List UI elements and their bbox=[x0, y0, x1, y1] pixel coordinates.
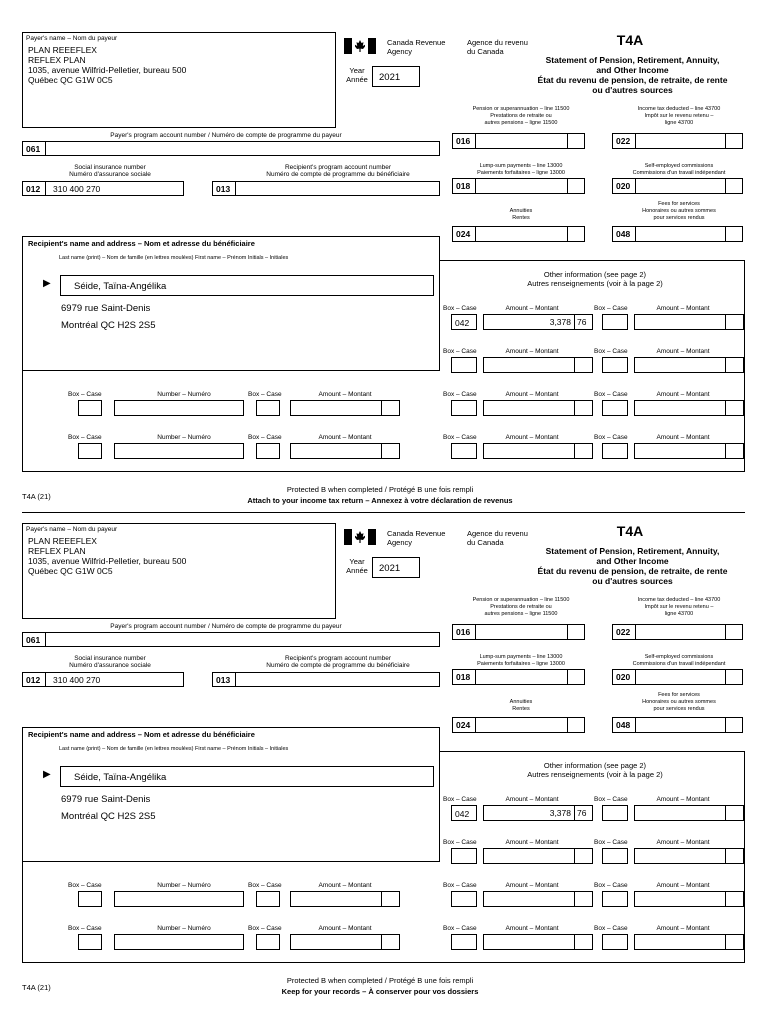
sin-field[interactable] bbox=[22, 672, 184, 687]
col-label-amount: Amount – Montant bbox=[505, 348, 559, 355]
cents-divider bbox=[574, 358, 575, 372]
payer-line-3: 1035, avenue Wilfrid-Pelletier, bureau 500 bbox=[28, 556, 187, 566]
left-box-field[interactable] bbox=[256, 934, 280, 950]
footer-instruction: Attach to your income tax return – Annexez à votre déclaration de revenus bbox=[247, 496, 513, 505]
box-048-label-3: pour services rendus bbox=[653, 215, 705, 221]
other-info-title-fr: Autres renseignements (voir à la page 2) bbox=[527, 279, 663, 288]
code-061: 061 bbox=[26, 635, 41, 645]
other-amount-field[interactable] bbox=[483, 805, 593, 821]
left-box-field[interactable] bbox=[78, 443, 102, 459]
other-amount-field[interactable] bbox=[634, 357, 744, 373]
box-022-label-1: Income tax deducted – line 43700 bbox=[637, 597, 721, 603]
box-024-field[interactable] bbox=[452, 717, 585, 733]
col-label-amount: Amount – Montant bbox=[505, 391, 559, 398]
code-018: 018 bbox=[456, 181, 471, 191]
left-amount-field[interactable] bbox=[290, 400, 400, 416]
recipient-address-1: 6979 rue Saint-Denis bbox=[61, 794, 151, 805]
payer-line-4: Québec QC G1W 0C5 bbox=[28, 566, 113, 576]
other-amount-field[interactable] bbox=[483, 934, 593, 950]
cents-divider bbox=[725, 444, 726, 458]
code-018: 018 bbox=[456, 672, 471, 682]
form-title-fr-1: État du revenu de pension, de retraite, de rente bbox=[537, 75, 728, 85]
sin-value: 310 400 270 bbox=[53, 675, 101, 685]
other-amount-field[interactable] bbox=[634, 934, 744, 950]
recipient-acct-label-1: Recipient's program account number bbox=[284, 655, 391, 662]
cents-divider bbox=[381, 401, 382, 415]
col-label-box: Box – Case bbox=[443, 391, 477, 398]
cents-divider bbox=[381, 935, 382, 949]
box-020-field[interactable] bbox=[612, 178, 743, 194]
left-amount-field[interactable] bbox=[290, 443, 400, 459]
cents-divider bbox=[574, 444, 575, 458]
box-016-label-1: Pension or superannuation – line 11500 bbox=[472, 106, 570, 112]
agency-fr: Agence du revenu du Canada bbox=[467, 38, 528, 56]
cents-divider bbox=[574, 315, 575, 329]
code-024: 024 bbox=[456, 229, 471, 239]
other-amount-cents: 76 bbox=[577, 317, 587, 327]
other-amount-dollars: 3,378 bbox=[549, 808, 571, 818]
col-label-number: Number – Numéro bbox=[157, 434, 211, 441]
other-box-field[interactable] bbox=[451, 443, 477, 459]
year-label-fr: Année bbox=[346, 566, 368, 575]
program-acct-label: Payer's program account number / Numéro de compte de programme du payeur bbox=[110, 132, 342, 139]
left-box-field[interactable] bbox=[256, 891, 280, 907]
cents-divider bbox=[725, 892, 726, 906]
col-label-box: Box – Case bbox=[594, 434, 628, 441]
other-box-field[interactable]: 042 bbox=[451, 805, 477, 821]
box-016-label-2: Prestations de retraite ou bbox=[490, 113, 552, 119]
left-number-field[interactable] bbox=[114, 400, 244, 416]
recipient-name-field[interactable]: Séide, Taïna-Angélika bbox=[60, 766, 434, 787]
box-022-field[interactable] bbox=[612, 624, 743, 640]
recipient-sublabel: Last name (print) – Nom de famille (en lettres moulées) First name – Prénom Initials – Initiales bbox=[59, 255, 289, 261]
agency-en: Canada Revenue Agency bbox=[387, 38, 446, 56]
box-022-label-3: ligne 43700 bbox=[664, 120, 694, 126]
form-title-en-1: Statement of Pension, Retirement, Annuity, bbox=[545, 546, 720, 556]
payer-box bbox=[22, 523, 336, 619]
other-box-field[interactable] bbox=[451, 891, 477, 907]
box-016-label-3: autres pensions – ligne 11500 bbox=[484, 611, 558, 617]
year-label-en: Year bbox=[349, 66, 365, 75]
form-title-fr-1: État du revenu de pension, de retraite, de rente bbox=[537, 566, 728, 576]
recipient-address-2: Montréal QC H2S 2S5 bbox=[61, 811, 156, 822]
other-amount-field[interactable] bbox=[634, 314, 744, 330]
cents-divider bbox=[725, 935, 726, 949]
cents-divider bbox=[725, 315, 726, 329]
other-info-title-en: Other information (see page 2) bbox=[543, 270, 647, 279]
box-048-label-1: Fees for services bbox=[658, 201, 700, 207]
cents-divider bbox=[725, 401, 726, 415]
other-amount-field[interactable] bbox=[483, 443, 593, 459]
col-label-amount: Amount – Montant bbox=[318, 925, 372, 932]
other-info-title-fr: Autres renseignements (voir à la page 2) bbox=[527, 770, 663, 779]
col-label-box: Box – Case bbox=[443, 305, 477, 312]
payer-label: Payer's name – Nom du payeur bbox=[26, 35, 118, 42]
col-label-number: Number – Numéro bbox=[157, 925, 211, 932]
left-box-field[interactable] bbox=[256, 400, 280, 416]
canada-flag-icon bbox=[344, 38, 376, 54]
col-label-box: Box – Case bbox=[248, 434, 282, 441]
recipient-address-1: 6979 rue Saint-Denis bbox=[61, 303, 151, 314]
payer-label: Payer's name – Nom du payeur bbox=[26, 526, 118, 533]
cents-divider bbox=[725, 806, 726, 820]
program-acct-label: Payer's program account number / Numéro de compte de programme du payeur bbox=[110, 623, 342, 630]
other-box-field[interactable] bbox=[451, 400, 477, 416]
col-label-amount: Amount – Montant bbox=[656, 305, 710, 312]
col-label-box: Box – Case bbox=[594, 305, 628, 312]
col-label-box: Box – Case bbox=[68, 391, 102, 398]
other-amount-field[interactable] bbox=[483, 314, 593, 330]
box-018-field[interactable] bbox=[452, 669, 585, 685]
col-label-amount: Amount – Montant bbox=[505, 305, 559, 312]
footer-instruction: Keep for your records – À conserver pour vos dossiers bbox=[281, 987, 479, 996]
recipient-acct-field[interactable] bbox=[212, 181, 440, 196]
sin-label-2: Numéro d'assurance sociale bbox=[69, 171, 151, 178]
col-label-box: Box – Case bbox=[68, 434, 102, 441]
col-label-box: Box – Case bbox=[443, 839, 477, 846]
left-box-field[interactable] bbox=[78, 400, 102, 416]
sin-value: 310 400 270 bbox=[53, 184, 101, 194]
cents-divider bbox=[574, 401, 575, 415]
cents-divider bbox=[574, 806, 575, 820]
box-020-label-1: Self-employed commissions bbox=[644, 654, 714, 660]
box-016-label-3: autres pensions – ligne 11500 bbox=[484, 120, 558, 126]
other-amount-field[interactable] bbox=[483, 848, 593, 864]
other-box-field[interactable] bbox=[451, 848, 477, 864]
other-box-field[interactable] bbox=[602, 891, 628, 907]
box-016-label-1: Pension or superannuation – line 11500 bbox=[472, 597, 570, 603]
box-022-label-1: Income tax deducted – line 43700 bbox=[637, 106, 721, 112]
box-020-label-2: Commissions d'un travail indépendant bbox=[632, 661, 726, 667]
col-label-box: Box – Case bbox=[594, 796, 628, 803]
code-022: 022 bbox=[616, 627, 631, 637]
other-box-field[interactable] bbox=[451, 357, 477, 373]
canada-flag-icon bbox=[344, 529, 376, 545]
sin-label-1: Social insurance number bbox=[74, 164, 146, 171]
recipient-box bbox=[22, 727, 440, 862]
col-label-amount: Amount – Montant bbox=[318, 882, 372, 889]
col-label-box: Box – Case bbox=[68, 882, 102, 889]
cents-divider bbox=[725, 849, 726, 863]
other-amount-field[interactable] bbox=[634, 400, 744, 416]
other-box-field[interactable] bbox=[451, 934, 477, 950]
sin-label-1: Social insurance number bbox=[74, 655, 146, 662]
payer-line-2: REFLEX PLAN bbox=[28, 546, 86, 556]
code-061: 061 bbox=[26, 144, 41, 154]
cents-divider bbox=[574, 892, 575, 906]
code-012: 012 bbox=[26, 675, 41, 685]
code-020: 020 bbox=[616, 672, 631, 682]
payer-line-4: Québec QC G1W 0C5 bbox=[28, 75, 113, 85]
recipient-acct-label-2: Numéro de compte de programme du bénéficiaire bbox=[266, 171, 410, 178]
box-018-label-2: Paiements forfaitaires – ligne 13000 bbox=[477, 170, 565, 176]
code-024: 024 bbox=[456, 720, 471, 730]
box-018-field[interactable] bbox=[452, 178, 585, 194]
col-label-box: Box – Case bbox=[594, 839, 628, 846]
code-016: 016 bbox=[456, 627, 471, 637]
col-label-box: Box – Case bbox=[68, 925, 102, 932]
box-022-label-2: Impôt sur le revenu retenu – bbox=[644, 113, 714, 119]
form-title-en-2: and Other Income bbox=[596, 65, 669, 75]
box-024-field[interactable] bbox=[452, 226, 585, 242]
agency-fr: Agence du revenu du Canada bbox=[467, 529, 528, 547]
col-label-amount: Amount – Montant bbox=[656, 391, 710, 398]
t4a-slip bbox=[0, 491, 768, 1003]
cents-divider bbox=[381, 444, 382, 458]
box-020-label-2: Commissions d'un travail indépendant bbox=[632, 170, 726, 176]
year-label-fr: Année bbox=[346, 75, 368, 84]
col-label-box: Box – Case bbox=[248, 882, 282, 889]
other-box-field[interactable] bbox=[602, 443, 628, 459]
left-number-field[interactable] bbox=[114, 891, 244, 907]
year-label-en: Year bbox=[349, 557, 365, 566]
program-acct-field[interactable] bbox=[22, 632, 440, 647]
protected-b-notice: Protected B when completed / Protégé B une fois rempli bbox=[286, 976, 474, 985]
sin-label-2: Numéro d'assurance sociale bbox=[69, 662, 151, 669]
col-label-number: Number – Numéro bbox=[157, 882, 211, 889]
code-020: 020 bbox=[616, 181, 631, 191]
left-amount-field[interactable] bbox=[290, 934, 400, 950]
box-020-field[interactable] bbox=[612, 669, 743, 685]
col-label-box: Box – Case bbox=[594, 882, 628, 889]
col-label-amount: Amount – Montant bbox=[505, 925, 559, 932]
col-label-amount: Amount – Montant bbox=[656, 882, 710, 889]
col-label-box: Box – Case bbox=[443, 348, 477, 355]
col-label-amount: Amount – Montant bbox=[656, 925, 710, 932]
box-048-label-2: Honoraires ou autres sommes bbox=[642, 208, 716, 214]
col-label-box: Box – Case bbox=[443, 796, 477, 803]
box-048-label-2: Honoraires ou autres sommes bbox=[642, 699, 716, 705]
box-018-label-1: Lump-sum payments – line 13000 bbox=[479, 163, 563, 169]
other-amount-field[interactable] bbox=[634, 805, 744, 821]
other-amount-field[interactable] bbox=[634, 848, 744, 864]
left-box-field[interactable] bbox=[256, 443, 280, 459]
col-label-box: Box – Case bbox=[248, 391, 282, 398]
col-label-amount: Amount – Montant bbox=[318, 391, 372, 398]
other-box-field[interactable]: 042 bbox=[451, 314, 477, 330]
box-016-label-2: Prestations de retraite ou bbox=[490, 604, 552, 610]
form-id: T4A (21) bbox=[22, 492, 51, 501]
other-amount-field[interactable] bbox=[634, 443, 744, 459]
agency-en: Canada Revenue Agency bbox=[387, 529, 446, 547]
arrow-right-icon: ▶ bbox=[43, 769, 51, 780]
col-label-amount: Amount – Montant bbox=[505, 434, 559, 441]
protected-b-notice: Protected B when completed / Protégé B une fois rempli bbox=[286, 485, 474, 494]
box-024-label-2: Rentes bbox=[512, 215, 530, 221]
recipient-name-field[interactable]: Séide, Taïna-Angélika bbox=[60, 275, 434, 296]
box-024-label-2: Rentes bbox=[512, 706, 530, 712]
recipient-sublabel: Last name (print) – Nom de famille (en lettres moulées) First name – Prénom Initials – Initiales bbox=[59, 746, 289, 752]
form-title-en-2: and Other Income bbox=[596, 556, 669, 566]
other-box-field[interactable] bbox=[602, 314, 628, 330]
code-016: 016 bbox=[456, 136, 471, 146]
cents-divider bbox=[574, 935, 575, 949]
form-code: T4A bbox=[616, 32, 644, 48]
code-013: 013 bbox=[216, 675, 231, 685]
col-label-amount: Amount – Montant bbox=[505, 796, 559, 803]
box-022-label-2: Impôt sur le revenu retenu – bbox=[644, 604, 714, 610]
left-box-field[interactable] bbox=[78, 891, 102, 907]
program-acct-field[interactable] bbox=[22, 141, 440, 156]
left-box-field[interactable] bbox=[78, 934, 102, 950]
box-016-field[interactable] bbox=[452, 133, 585, 149]
col-label-amount: Amount – Montant bbox=[505, 882, 559, 889]
code-013: 013 bbox=[216, 184, 231, 194]
left-amount-field[interactable] bbox=[290, 891, 400, 907]
box-048-field[interactable] bbox=[612, 226, 743, 242]
code-048: 048 bbox=[616, 229, 631, 239]
box-048-label-1: Fees for services bbox=[658, 692, 700, 698]
col-label-amount: Amount – Montant bbox=[656, 796, 710, 803]
other-box-field[interactable] bbox=[602, 357, 628, 373]
box-022-label-3: ligne 43700 bbox=[664, 611, 694, 617]
box-018-label-1: Lump-sum payments – line 13000 bbox=[479, 654, 563, 660]
cents-divider bbox=[381, 892, 382, 906]
form-code: T4A bbox=[616, 523, 644, 539]
cents-divider bbox=[574, 849, 575, 863]
box-024-label-1: Annuities bbox=[509, 208, 533, 214]
recipient-address-2: Montréal QC H2S 2S5 bbox=[61, 320, 156, 331]
recipient-title: Recipient's name and address – Nom et adresse du bénéficiaire bbox=[28, 239, 255, 248]
col-label-box: Box – Case bbox=[594, 925, 628, 932]
col-label-amount: Amount – Montant bbox=[656, 839, 710, 846]
year-field[interactable]: 2021 bbox=[372, 557, 420, 578]
form-title-fr-2: ou d'autres sources bbox=[592, 85, 673, 95]
other-amount-dollars: 3,378 bbox=[549, 317, 571, 327]
col-label-box: Box – Case bbox=[594, 348, 628, 355]
other-amount-field[interactable] bbox=[483, 891, 593, 907]
year-field[interactable]: 2021 bbox=[372, 66, 420, 87]
code-022: 022 bbox=[616, 136, 631, 146]
recipient-box bbox=[22, 236, 440, 371]
left-number-field[interactable] bbox=[114, 934, 244, 950]
form-title-fr-2: ou d'autres sources bbox=[592, 576, 673, 586]
col-label-box: Box – Case bbox=[443, 882, 477, 889]
sin-field[interactable] bbox=[22, 181, 184, 196]
other-box-field[interactable] bbox=[602, 805, 628, 821]
box-022-field[interactable] bbox=[612, 133, 743, 149]
other-amount-field[interactable] bbox=[483, 357, 593, 373]
col-label-amount: Amount – Montant bbox=[656, 434, 710, 441]
other-box-field[interactable] bbox=[602, 400, 628, 416]
box-020-label-1: Self-employed commissions bbox=[644, 163, 714, 169]
col-label-amount: Amount – Montant bbox=[318, 434, 372, 441]
recipient-acct-label-1: Recipient's program account number bbox=[284, 164, 391, 171]
col-label-amount: Amount – Montant bbox=[656, 348, 710, 355]
col-label-box: Box – Case bbox=[594, 391, 628, 398]
other-amount-field[interactable] bbox=[483, 400, 593, 416]
recipient-acct-label-2: Numéro de compte de programme du bénéficiaire bbox=[266, 662, 410, 669]
recipient-acct-field[interactable] bbox=[212, 672, 440, 687]
payer-box bbox=[22, 32, 336, 128]
code-012: 012 bbox=[26, 184, 41, 194]
payer-line-1: PLAN REEEFLEX bbox=[28, 536, 97, 546]
left-number-field[interactable] bbox=[114, 443, 244, 459]
col-label-box: Box – Case bbox=[248, 925, 282, 932]
box-016-field[interactable] bbox=[452, 624, 585, 640]
form-id: T4A (21) bbox=[22, 983, 51, 992]
box-048-field[interactable] bbox=[612, 717, 743, 733]
col-label-box: Box – Case bbox=[443, 925, 477, 932]
box-048-label-3: pour services rendus bbox=[653, 706, 705, 712]
other-box-field[interactable] bbox=[602, 848, 628, 864]
payer-line-1: PLAN REEEFLEX bbox=[28, 45, 97, 55]
form-title-en-1: Statement of Pension, Retirement, Annuity, bbox=[545, 55, 720, 65]
arrow-right-icon: ▶ bbox=[43, 278, 51, 289]
other-info-title-en: Other information (see page 2) bbox=[543, 761, 647, 770]
col-label-box: Box – Case bbox=[443, 434, 477, 441]
recipient-title: Recipient's name and address – Nom et adresse du bénéficiaire bbox=[28, 730, 255, 739]
box-018-label-2: Paiements forfaitaires – ligne 13000 bbox=[477, 661, 565, 667]
code-048: 048 bbox=[616, 720, 631, 730]
other-amount-cents: 76 bbox=[577, 808, 587, 818]
other-box-field[interactable] bbox=[602, 934, 628, 950]
cents-divider bbox=[725, 358, 726, 372]
other-amount-field[interactable] bbox=[634, 891, 744, 907]
slip-separator bbox=[22, 512, 745, 513]
payer-line-2: REFLEX PLAN bbox=[28, 55, 86, 65]
payer-line-3: 1035, avenue Wilfrid-Pelletier, bureau 500 bbox=[28, 65, 187, 75]
col-label-amount: Amount – Montant bbox=[505, 839, 559, 846]
box-024-label-1: Annuities bbox=[509, 699, 533, 705]
col-label-number: Number – Numéro bbox=[157, 391, 211, 398]
